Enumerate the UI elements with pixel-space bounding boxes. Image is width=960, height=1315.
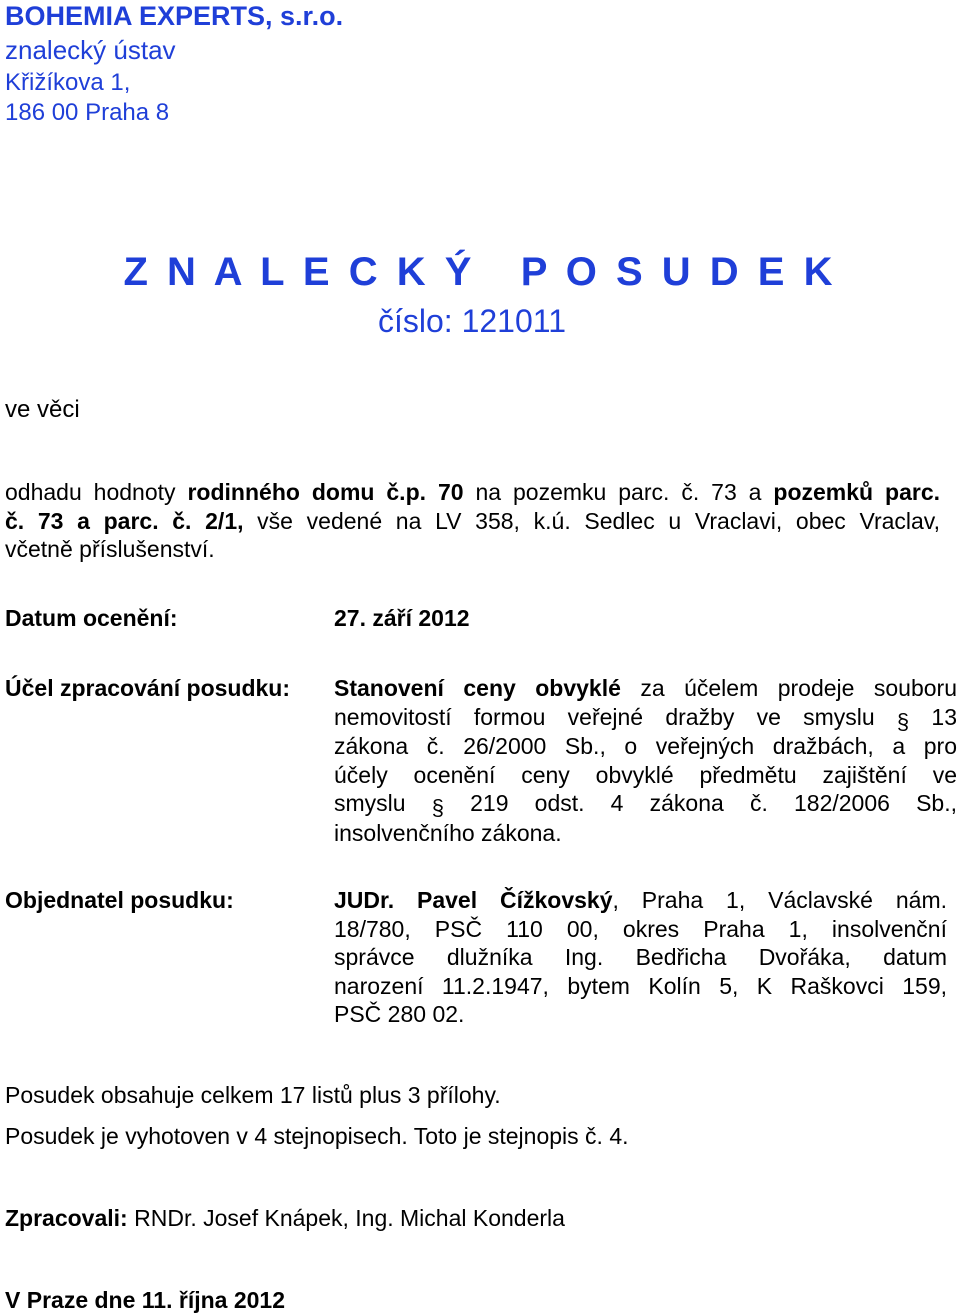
client-line-3: správce dlužníka Ing. Bedřicha Dvořáka, datum: [334, 944, 947, 970]
client-label: Objednatel posudku:: [5, 887, 234, 913]
sheet-count-note: Posudek obsahuje celkem 17 listů plus 3 přílohy.: [5, 1082, 501, 1108]
subject-intro: ve věci: [5, 396, 80, 423]
prepared-by: [5, 1204, 565, 1233]
subject-line-1: odhadu hodnoty rodinného domu č.p. 70 na pozemku parc. č. 73 a pozemků parc.: [5, 479, 940, 505]
client-line-2: 18/780, PSČ 110 00, okres Praha 1, insolvenční: [334, 915, 947, 942]
section-sign-icon: §: [431, 795, 444, 820]
purpose-line-1: Stanovení ceny obvyklé za účelem prodeje souboru: [334, 675, 957, 701]
copies-note: Posudek je vyhotoven v 4 stejnopisech. Toto je stejnopis č. 4.: [5, 1123, 629, 1149]
client-line-5: PSČ 280 02.: [334, 1001, 465, 1027]
prepared-by-label: Zpracovali:: [5, 1205, 128, 1231]
company-header: [5, 0, 343, 128]
client-line-4: narození 11.2.1947, bytem Kolín 5, K Raškovci 159,: [334, 972, 947, 999]
company-name: BOHEMIA EXPERTS, s.r.o.: [5, 1, 344, 31]
subject-line-2: č. 73 a parc. č. 2/1, vše vedené na LV 358, k.ú. Sedlec u Vraclavi, obec Vraclav,: [5, 507, 940, 534]
purpose-text: [334, 674, 957, 847]
valuation-label: Datum ocenění:: [5, 605, 178, 631]
company-type: znalecký ústav: [5, 35, 176, 65]
purpose-label: Účel zpracování posudku:: [5, 675, 291, 701]
document-number: číslo: 121011: [378, 303, 566, 339]
purpose-line-3: zákona č. 26/2000 Sb., o veřejných dražbách, a pro: [334, 733, 957, 759]
valuation-value: 27. září 2012: [334, 605, 470, 631]
company-street: Křižíkova 1,: [5, 69, 131, 96]
subject-line-3: včetně příslušenství.: [5, 536, 215, 562]
company-city: 186 00 Praha 8: [5, 99, 170, 126]
place-date: V Praze dne 11. října 2012: [5, 1287, 285, 1313]
subject-text: [5, 478, 940, 564]
purpose-line-4: účely ocenění ceny obvyklé předmětu zajištění ve: [334, 761, 957, 788]
client-line-1: JUDr. Pavel Čížkovský, Praha 1, Václavské nám.: [334, 887, 947, 913]
purpose-line-2: nemovitostí formou veřejné dražby ve smyslu § 13: [334, 703, 957, 733]
purpose-line-6: insolvenčního zákona.: [334, 819, 562, 846]
client-text: [334, 886, 947, 1029]
section-sign-icon: §: [896, 708, 910, 734]
document-title: Z N A L E C K Ý P O S U D E K: [123, 250, 837, 294]
prepared-by-names: RNDr. Josef Knápek, Ing. Michal Konderla: [127, 1205, 565, 1231]
purpose-line-5: smyslu § 219 odst. 4 zákona č. 182/2006 Sb.,: [334, 789, 957, 819]
